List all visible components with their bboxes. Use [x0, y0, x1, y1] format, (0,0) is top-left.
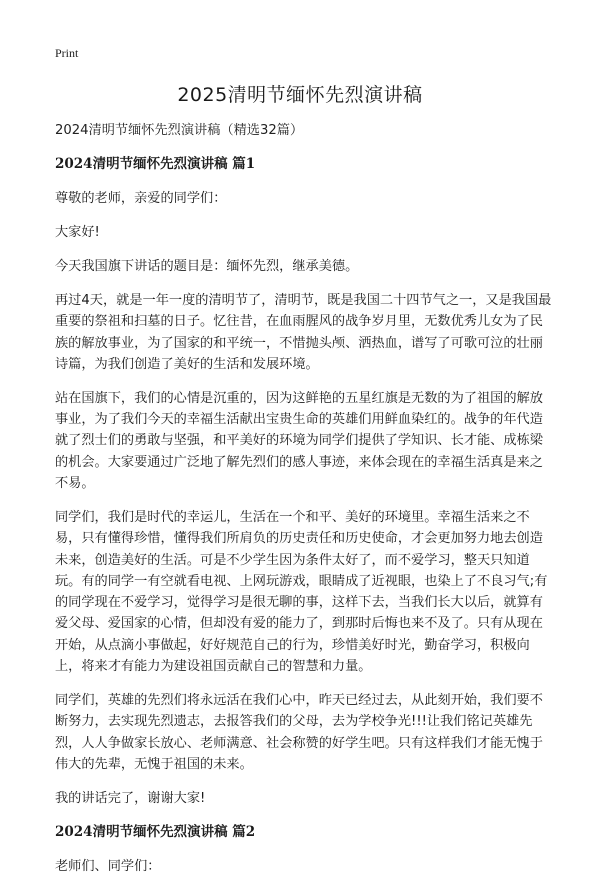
- paragraph-greeting: 大家好!: [55, 224, 100, 240]
- paragraph-body: 站在国旗下，我们的心情是沉重的，因为这鲜艳的五星红旗是无数的为了祖国的解放事业，为了我们今天的幸福生活献出宝贵生命的英雄们用鲜血染红的。战争的年代造就了烈士们的勇敢与坚强，和平美好的环境为同学们提供了学知识、长才能、成栋梁的机会。大家要通过广泛地了解先烈们的感人事迹，来体会现在的幸福生活真是来之不易。: [55, 390, 543, 491]
- print-link[interactable]: Print: [55, 46, 79, 60]
- paragraph-body: 同学们，英雄的先烈们将永远活在我们心中，昨天已经过去，从此刻开始，我们要不断努力，去实现先烈遗志，去报答我们的父母，去为学校争光!!!让我们铭记英雄先烈，人人争做家长放心、老师满意、社会称赞的好学生吧。只有这样我们才能无愧于伟大的先辈，无愧于祖国的未来。: [55, 693, 543, 772]
- document-subtitle: 2024清明节缅怀先烈演讲稿（精选32篇）: [55, 123, 304, 138]
- paragraph-body: 再过4天，就是一年一度的清明节了，清明节，既是我国二十四节气之一，又是我国最重要的祭祖和扫墓的日子。忆往昔，在血雨腥风的战争岁月里，无数优秀儿女为了民族的解放事业，为了国家的和平统一，不惜抛头颅、洒热血，谱写了可歌可泣的壮丽诗篇，为我们创造了美好的生活和发展环境。: [55, 292, 552, 372]
- paragraph-closing: 我的讲话完了，谢谢大家!: [55, 790, 206, 806]
- page-title: 2025清明节缅怀先烈演讲稿: [177, 84, 423, 106]
- paragraph-salutation: 老师们、同学们：: [55, 858, 161, 874]
- section-heading-1: 2024清明节缅怀先烈演讲稿 篇1: [55, 155, 256, 172]
- paragraph-topic: 今天我国旗下讲话的题目是：缅怀先烈，继承美德。: [55, 258, 359, 274]
- paragraph-body: 同学们，我们是时代的幸运儿，生活在一个和平、美好的环境里。幸福生活来之不易，只有懂得珍惜，懂得我们所肩负的历史责任和历史使命，才会更加努力地去创造未来，创造美好的生活。可是不少学生因为条件太好了，而不爱学习，整天只知道玩。有的同学一有空就看电视、上网玩游戏，眼睛成了近视眼，也染上了不良习气;有的同学现在不爱学习，觉得学习是很无聊的事，这样下去，当我们长大以后，就算有爱父母、爱国家的心情，但却没有爱的能力了，到那时后悔也来不及了。只有从现在开始，从点滴小事做起，好好规范自己的行为，珍惜美好时光，勤奋学习，积极向上，将来才有能力为建设祖国贡献自己的智慧和力量。: [55, 509, 548, 675]
- section-heading-2: 2024清明节缅怀先烈演讲稿 篇2: [55, 823, 256, 840]
- paragraph-salutation: 尊敬的老师，亲爱的同学们：: [55, 190, 227, 206]
- document-body: [55, 120, 555, 890]
